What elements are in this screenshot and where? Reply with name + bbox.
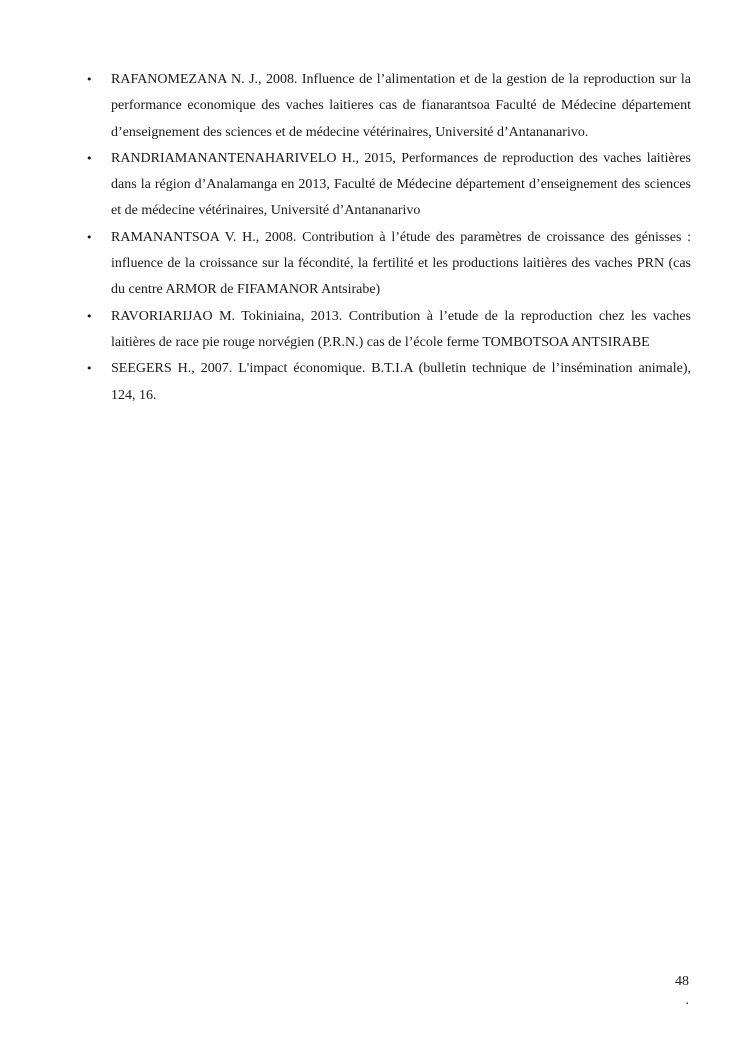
reference-item <box>86 146 691 225</box>
reference-text: RANDRIAMANANTENAHARIVELO H., 2015, Performances de reproduction des vaches laitières dans la région d’Analamanga en 2013, Faculté de Médecine département d’enseignement des sciences et de médecine vétérinaires, Université d’Antananarivo <box>111 150 691 219</box>
bullet-icon: • <box>86 151 93 165</box>
bullet-icon: • <box>86 309 93 323</box>
reference-list <box>86 67 691 409</box>
bullet-icon: • <box>86 73 93 86</box>
reference-text: RAVORIARIJAO M. Tokiniaina, 2013. Contribution à l’etude de la reproduction chez les vaches laitières de race pie rouge norvégien (P.R.N.) cas de l’école ferme TOMBOTSOA ANTSIRABE <box>111 308 691 350</box>
reference-item <box>86 304 691 357</box>
reference-text: RAMANANTSOA V. H., 2008. Contribution à l’étude des paramètres de croissance des génisses : influence de la croissance sur la fécondité, la fertilité et les productions laitières des vaches PRN (cas du centre ARMOR de FIFAMANOR Antsirabe) <box>111 229 691 298</box>
page-number: 48 <box>675 974 689 989</box>
page-number-dot: . <box>685 993 689 1008</box>
reference-item <box>86 67 691 146</box>
bullet-icon: • <box>86 362 93 376</box>
reference-text: SEEGERS H., 2007. L'impact économique. B.T.I.A (bulletin technique de l’insémination animale), 124, 16. <box>111 361 691 403</box>
reference-text: RAFANOMEZANA N. J., 2008. Influence de l’alimentation et de la gestion de la reproduction sur la performance economique des vaches laitieres cas de fianarantsoa Faculté de Médecine département d’enseignement des sciences et de médecine vétérinaires, Université d’Antananarivo. <box>111 72 691 140</box>
bullet-icon: • <box>86 230 93 244</box>
reference-item <box>86 356 691 409</box>
reference-item <box>86 225 691 304</box>
